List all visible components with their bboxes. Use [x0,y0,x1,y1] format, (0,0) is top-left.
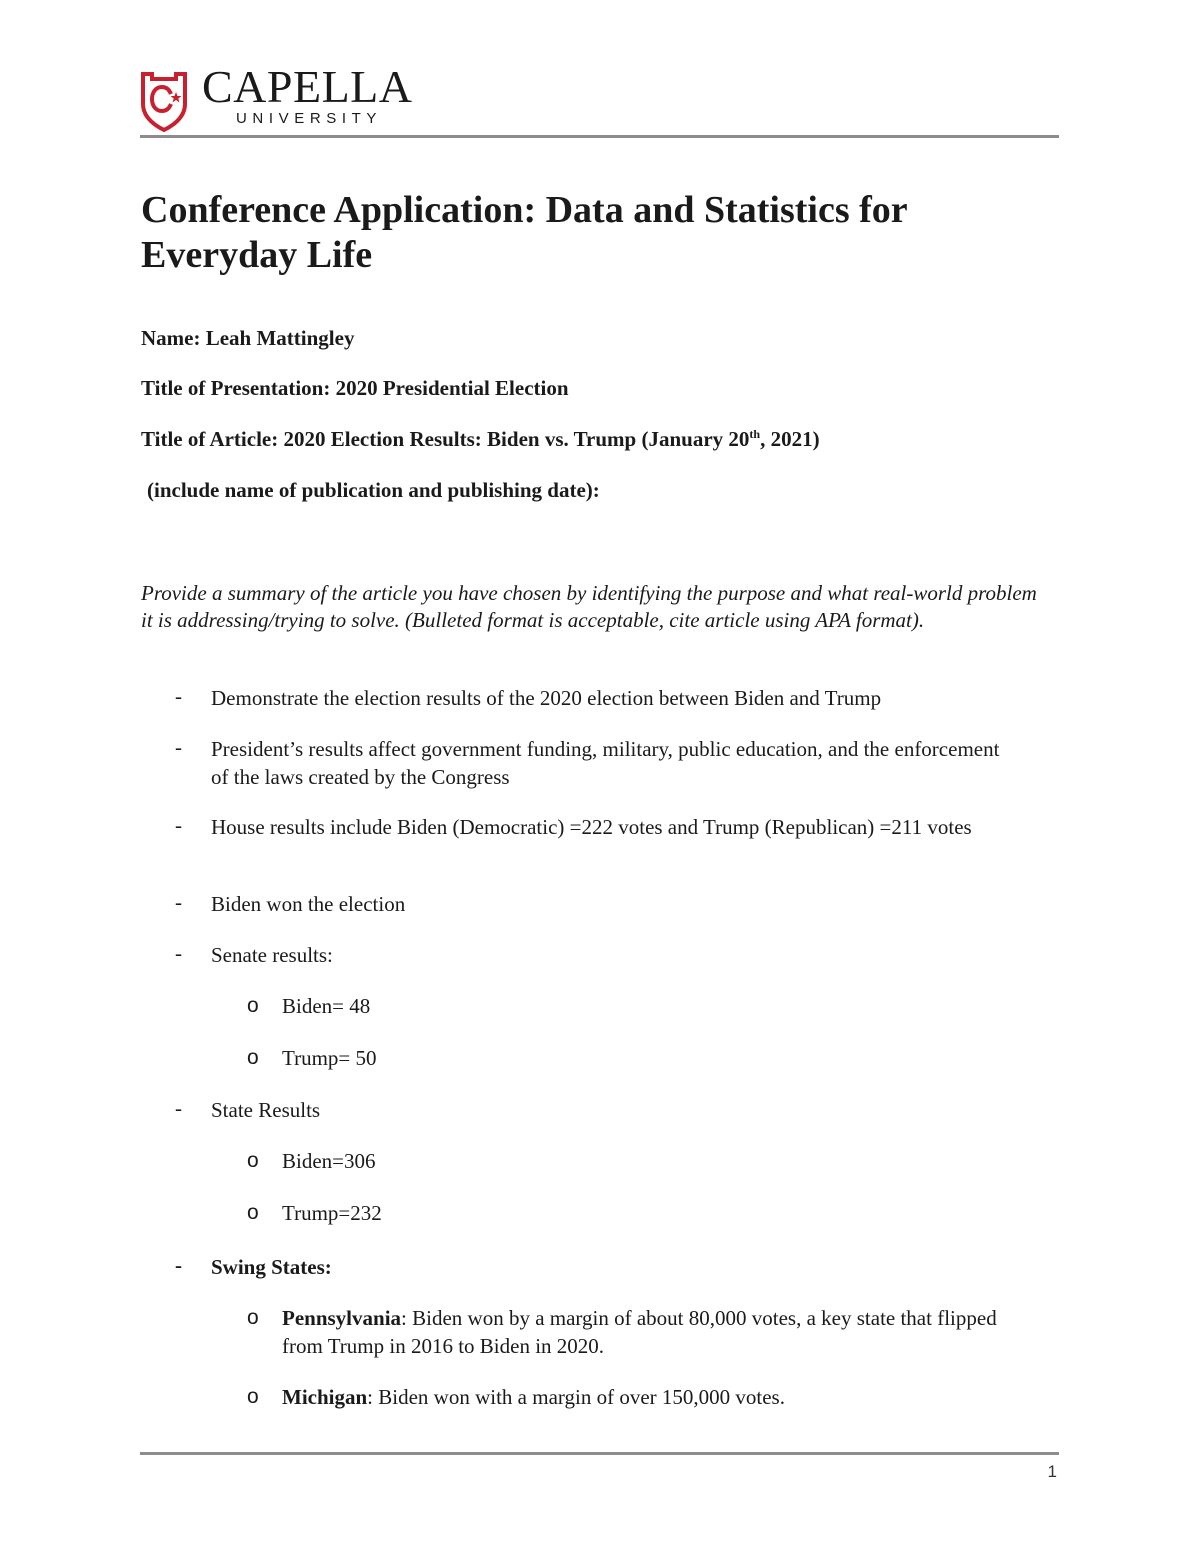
sub-list-item: Trump= 50 [282,1046,377,1070]
sub-bullet-o: o [247,1385,259,1408]
list-item: House results include Biden (Democratic) =222 votes and Trump (Republican) =211 votes [211,815,972,839]
swing-state-detail: : Biden won with a margin of over 150,000 votes. [367,1385,785,1409]
publication-field: (include name of publication and publishing date): [147,478,600,502]
bullet-dash: - [175,735,182,759]
presentation-title-field: Title of Presentation: 2020 Presidential Election [141,376,569,400]
swing-state-detail: : Biden won by a margin of about 80,000 votes, a key state that flipped from Trump in 2016 to Biden in 2020. [282,1306,997,1358]
document-title: Conference Application: Data and Statistics for Everyday Life [141,189,907,276]
header [140,61,1060,138]
list-item: Senate results: [211,943,333,967]
list-item: President’s results affect government funding, military, public education, and the enforcement of the laws created by the Congress [211,737,1000,789]
bullet-dash: - [175,813,182,837]
summary-prompt: Provide a summary of the article you have chosen by identifying the purpose and what real-world problem it is addressing/trying to solve. (Bulleted format is acceptable, cite article using APA format). [141,581,1037,632]
list-item: Demonstrate the election results of the 2020 election between Biden and Trump [211,686,882,710]
header-divider [140,135,1059,138]
logo-subtitle: UNIVERSITY [236,110,383,127]
sub-list-item: Biden=306 [282,1149,376,1173]
bullet-dash: - [175,684,182,708]
sub-bullet-o: o [247,994,259,1017]
name-field: Name: Leah Mattingley [141,326,355,350]
sub-list-item [282,1383,1042,1411]
page-number: 1 [1047,1462,1057,1481]
sub-list-item: Biden= 48 [282,994,371,1018]
list-item: State Results [211,1098,321,1122]
bullet-dash: - [175,1253,182,1277]
footer-divider [140,1452,1059,1455]
sub-bullet-o: o [247,1149,259,1172]
sub-list-item: Trump=232 [282,1201,382,1225]
sub-bullet-o: o [247,1306,259,1329]
logo-wordmark: CAPELLA [202,61,413,112]
sub-bullet-o: o [247,1201,259,1224]
swing-state-name: Michigan [282,1385,368,1409]
article-title-suffix: , 2021) [760,427,820,451]
article-title-prefix: Title of Article: 2020 Election Results: Biden vs. Trump (January 20 [141,427,750,451]
sub-list-item [282,1304,1027,1360]
bullet-dash: - [175,1096,182,1120]
sub-bullet-o: o [247,1046,259,1069]
capella-shield-icon [140,70,188,132]
swing-state-name: Pennsylvania [282,1306,402,1330]
article-title-superscript: th [749,427,761,441]
article-title-field [141,427,820,452]
bullet-dash: - [175,890,182,914]
list-item: Biden won the election [211,892,406,916]
bullet-dash: - [175,941,182,965]
list-item: Swing States: [211,1255,332,1279]
